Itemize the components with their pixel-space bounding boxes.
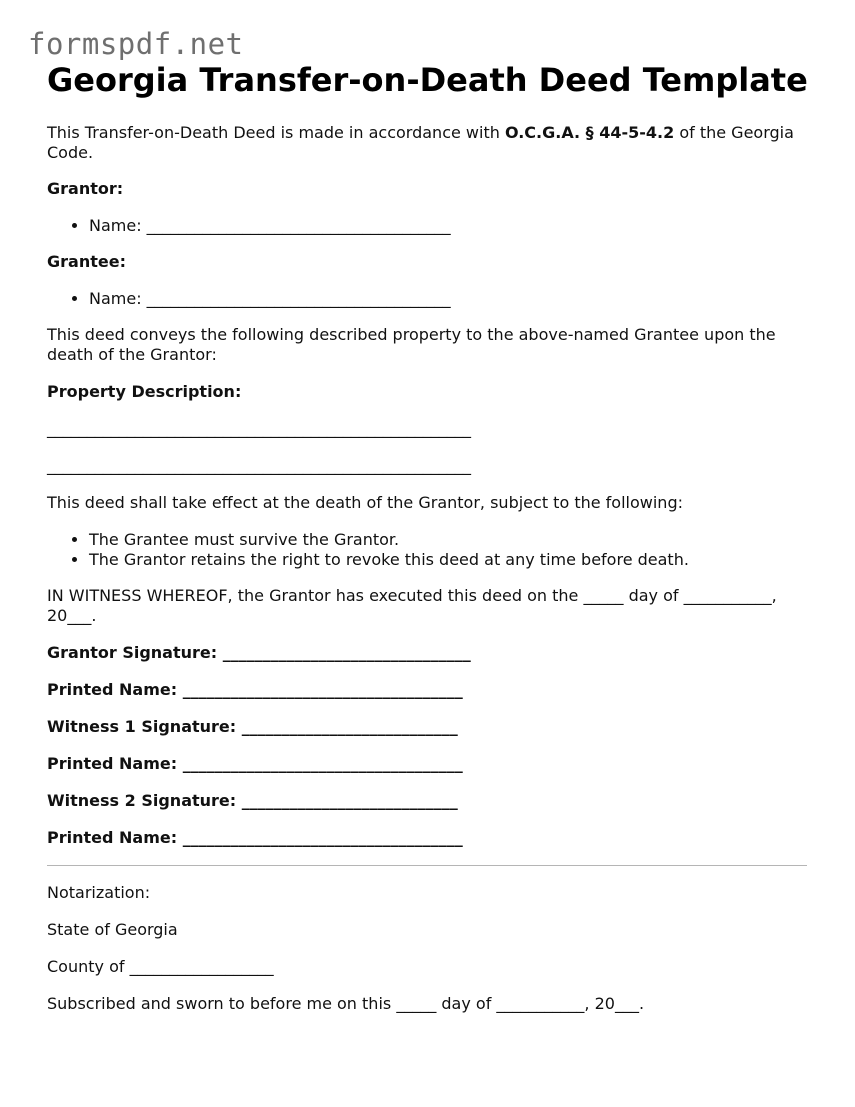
- witness-2-signature-line: Witness 2 Signature: ___________________________: [47, 791, 458, 810]
- grantee-list: [47, 289, 812, 309]
- grantee-name-field: • Name: ______________________________________: [89, 289, 812, 309]
- notarization-state: State of Georgia: [47, 920, 178, 939]
- notarization-heading: Notarization:: [47, 883, 151, 902]
- deed-document: [47, 60, 812, 1031]
- witness-1-signature-line: Witness 1 Signature: ___________________________: [47, 717, 458, 736]
- conditions-list: [47, 530, 812, 570]
- property-description-label: Property Description:: [47, 382, 242, 401]
- site-watermark: formspdf.net: [28, 27, 244, 61]
- statute-reference: O.C.G.A. § 44-5-4.2: [504, 123, 675, 142]
- grantor-label: Grantor:: [47, 179, 124, 198]
- conveys-paragraph: This deed conveys the following described property to the above-named Grantee upon the death of the Grantor:: [47, 325, 776, 364]
- intro-text-end: of the Georgia Code.: [47, 123, 794, 162]
- grantor-signature-line: Grantor Signature: _______________________________: [47, 643, 471, 662]
- grantor-name-field: • Name: ______________________________________: [89, 216, 812, 236]
- witness-paragraph: IN WITNESS WHEREOF, the Grantor has executed this deed on the _____ day of ___________, 20___.: [47, 586, 777, 625]
- notarization-sworn-line: Subscribed and sworn to before me on this _____ day of ___________, 20___.: [47, 994, 645, 1013]
- page-title: Georgia Transfer-on-Death Deed Template: [47, 61, 808, 99]
- notarization-county: County of __________________: [47, 957, 274, 976]
- grantor-list: [47, 216, 812, 236]
- section-divider: [47, 865, 807, 866]
- condition-item: • The Grantee must survive the Grantor.: [89, 530, 812, 550]
- intro-paragraph: [47, 123, 812, 163]
- witness-2-printed-name-line: Printed Name: ___________________________________: [47, 828, 463, 847]
- property-description-line-1: _____________________________________________________: [47, 419, 471, 438]
- property-description-line-2: _____________________________________________________: [47, 456, 471, 475]
- effect-paragraph: This deed shall take effect at the death of the Grantor, subject to the following:: [47, 493, 683, 512]
- witness-1-printed-name-line: Printed Name: ___________________________________: [47, 754, 463, 773]
- condition-item: • The Grantor retains the right to revoke this deed at any time before death.: [89, 550, 812, 570]
- intro-text-start: This Transfer-on-Death Deed is made in accordance with: [47, 123, 505, 142]
- grantee-label: Grantee:: [47, 252, 126, 271]
- grantor-printed-name-line: Printed Name: ___________________________________: [47, 680, 463, 699]
